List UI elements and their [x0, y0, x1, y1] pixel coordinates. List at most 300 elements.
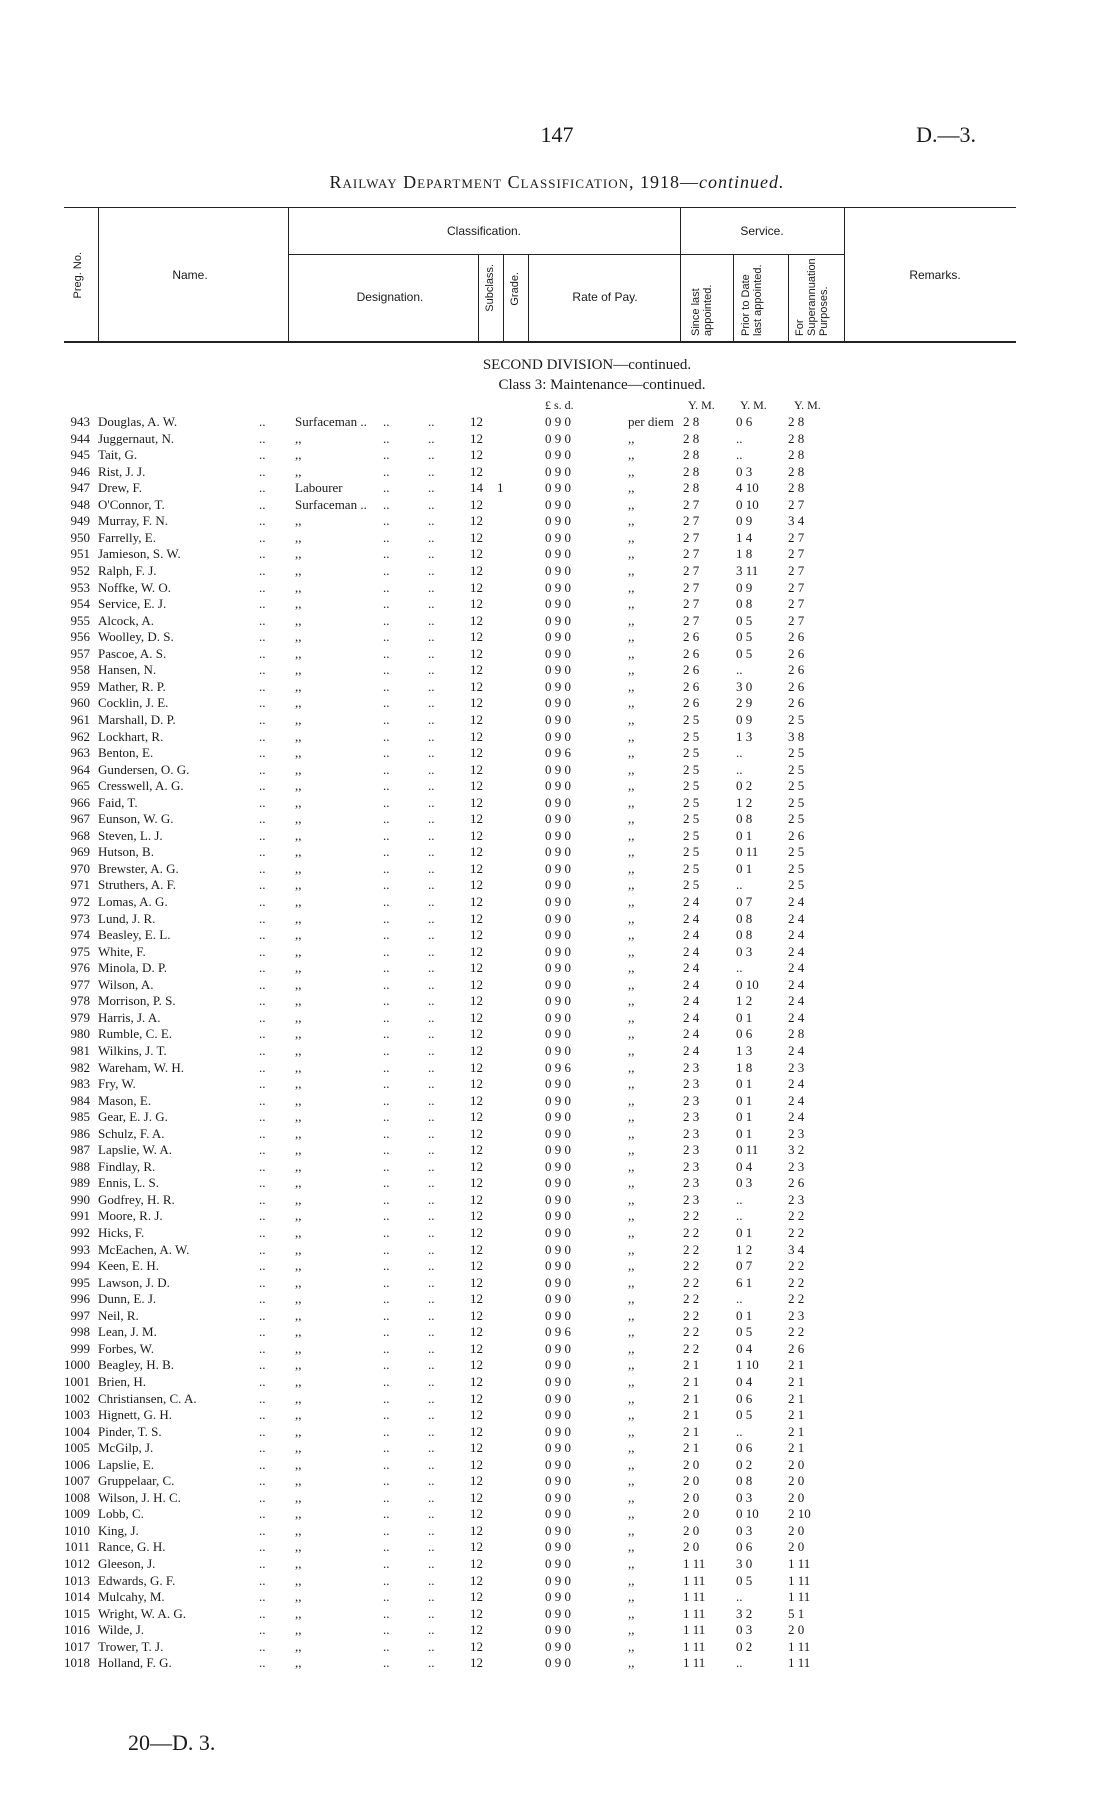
- pay-period: ,,: [628, 596, 635, 611]
- rate-of-pay: 0 9 0: [545, 794, 571, 810]
- leader-dots: ..: [259, 894, 266, 909]
- preg-no: 994: [70, 1258, 90, 1274]
- prior-to-date: 0 1: [736, 1125, 753, 1141]
- leader-dots: ..: [428, 844, 435, 860]
- superannuation-service: 2 1: [788, 1423, 805, 1439]
- table-row: [0, 530, 1114, 547]
- since-last-appointed: 2 8: [683, 463, 700, 479]
- employee-name: Wareham, W. H.: [98, 1059, 184, 1075]
- table-row: [0, 828, 1114, 845]
- rate-of-pay: 0 9 0: [545, 1572, 571, 1588]
- preg-no: 1003: [64, 1407, 90, 1422]
- table-row: [0, 1159, 1114, 1176]
- pay-period: ,,: [628, 1225, 635, 1240]
- since-last-appointed: 1 11: [683, 1605, 706, 1621]
- leader-dots: ..: [259, 1125, 266, 1141]
- designation: ,,: [295, 1291, 302, 1307]
- leader-dots: ..: [428, 778, 435, 794]
- leader-dots: ..: [428, 1125, 435, 1141]
- preg-no: 950: [70, 529, 90, 545]
- leader-dots: ..: [259, 1489, 266, 1505]
- leader-dots: ..: [428, 678, 435, 694]
- unit-since: Y. M.: [688, 398, 715, 412]
- rate-of-pay: 0 9 0: [545, 529, 571, 545]
- leader-dots: ..: [259, 1109, 266, 1125]
- rate-of-pay: 0 9 0: [545, 1373, 571, 1389]
- table-row: [0, 1622, 1114, 1639]
- rate-of-pay: 0 9 0: [545, 1092, 571, 1108]
- designation: ,,: [295, 1324, 302, 1340]
- pay-period: ,,: [628, 1407, 635, 1422]
- since-last-appointed: 2 5: [683, 711, 700, 727]
- subclass: 12: [470, 1605, 483, 1621]
- leader-dots: ..: [428, 546, 435, 562]
- leader-dots: ..: [428, 1407, 435, 1422]
- superannuation-service: 2 3: [788, 1191, 805, 1207]
- preg-no: 976: [70, 960, 90, 976]
- rate-of-pay: 0 9 6: [545, 1324, 571, 1340]
- document-code: D.—3.: [916, 122, 976, 147]
- leader-dots: ..: [383, 563, 390, 578]
- leader-dots: ..: [259, 645, 266, 661]
- rate-of-pay: 0 9 0: [545, 1340, 571, 1356]
- leader-dots: ..: [259, 430, 266, 446]
- pay-period: ,,: [628, 546, 635, 562]
- prior-to-date: 1 8: [736, 546, 753, 562]
- leader-dots: ..: [383, 1042, 390, 1058]
- pay-period: ,,: [628, 1589, 635, 1604]
- preg-no: 986: [70, 1125, 90, 1141]
- prior-to-date: 0 1: [736, 1225, 753, 1240]
- leader-dots: ..: [383, 695, 390, 711]
- since-last-appointed: 1 11: [683, 1556, 706, 1571]
- rate-of-pay: 0 9 0: [545, 1655, 571, 1671]
- designation: ,,: [295, 447, 302, 463]
- subclass: 12: [470, 1026, 483, 1042]
- employee-name: Minola, D. P.: [98, 960, 167, 976]
- superannuation-service: 2 4: [788, 894, 805, 909]
- employee-name: Dunn, E. J.: [98, 1291, 157, 1307]
- employee-name: Mather, R. P.: [98, 678, 166, 694]
- leader-dots: ..: [428, 662, 435, 678]
- employee-name: Hicks, F.: [98, 1225, 145, 1240]
- pay-period: ,,: [628, 976, 635, 992]
- leader-dots: ..: [383, 1605, 390, 1621]
- rate-of-pay: 0 9 0: [545, 811, 571, 827]
- since-last-appointed: 2 1: [683, 1423, 700, 1439]
- leader-dots: ..: [383, 976, 390, 992]
- header-divider: [478, 254, 479, 341]
- leader-dots: ..: [428, 1324, 435, 1340]
- prior-to-date: 0 8: [736, 927, 753, 943]
- superannuation-service: 1 11: [788, 1655, 811, 1671]
- leader-dots: ..: [259, 1390, 266, 1406]
- rate-of-pay: 0 9 0: [545, 1638, 571, 1654]
- designation: ,,: [295, 1506, 302, 1522]
- pay-period: ,,: [628, 1092, 635, 1108]
- subclass: 12: [470, 1539, 483, 1555]
- rate-of-pay: 0 9 0: [545, 563, 571, 578]
- leader-dots: ..: [428, 1357, 435, 1373]
- leader-dots: ..: [259, 480, 266, 496]
- superannuation-service: 2 6: [788, 1340, 805, 1356]
- leader-dots: ..: [428, 1191, 435, 1207]
- superannuation-service: 5 1: [788, 1605, 805, 1621]
- employee-name: Edwards, G. F.: [98, 1572, 176, 1588]
- header-since-last: Since last appointed.: [690, 284, 714, 336]
- subclass: 12: [470, 778, 483, 794]
- leader-dots: ..: [428, 728, 435, 744]
- pay-period: ,,: [628, 1191, 635, 1207]
- table-row: [0, 1407, 1114, 1424]
- employee-name: Harris, J. A.: [98, 1009, 161, 1025]
- prior-to-date: 0 9: [736, 711, 753, 727]
- since-last-appointed: 2 1: [683, 1407, 700, 1422]
- leader-dots: ..: [428, 1373, 435, 1389]
- superannuation-service: 2 5: [788, 778, 805, 794]
- pay-period: ,,: [628, 711, 635, 727]
- subclass: 12: [470, 1059, 483, 1075]
- leader-dots: ..: [259, 1009, 266, 1025]
- superannuation-service: 2 2: [788, 1274, 805, 1290]
- rate-of-pay: 0 9 0: [545, 943, 571, 959]
- subclass: 12: [470, 1125, 483, 1141]
- table-row: [0, 745, 1114, 762]
- table-row: [0, 695, 1114, 712]
- prior-to-date: ..: [736, 745, 743, 760]
- header-divider: [733, 254, 734, 341]
- pay-period: ,,: [628, 761, 635, 777]
- prior-to-date: 1 3: [736, 728, 753, 744]
- preg-no: 1008: [64, 1489, 90, 1505]
- subclass: 12: [470, 1340, 483, 1356]
- since-last-appointed: 2 6: [683, 662, 700, 678]
- table-row: [0, 1258, 1114, 1275]
- prior-to-date: 0 8: [736, 811, 753, 827]
- leader-dots: ..: [259, 1506, 266, 1522]
- leader-dots: ..: [259, 827, 266, 843]
- rate-of-pay: 0 9 0: [545, 844, 571, 860]
- since-last-appointed: 2 2: [683, 1324, 700, 1340]
- table-row: [0, 911, 1114, 928]
- since-last-appointed: 2 2: [683, 1307, 700, 1323]
- leader-dots: ..: [428, 1274, 435, 1290]
- employee-name: Gear, E. J. G.: [98, 1109, 168, 1125]
- since-last-appointed: 2 7: [683, 563, 700, 578]
- pay-period: ,,: [628, 1556, 635, 1571]
- table-row: [0, 596, 1114, 613]
- prior-to-date: 0 4: [736, 1373, 753, 1389]
- superannuation-service: 2 0: [788, 1489, 805, 1505]
- leader-dots: ..: [383, 1556, 390, 1571]
- subclass: 12: [470, 1473, 483, 1489]
- rate-of-pay: 0 9 0: [545, 1622, 571, 1638]
- subclass: 12: [470, 745, 483, 760]
- leader-dots: ..: [259, 794, 266, 810]
- pay-period: ,,: [628, 563, 635, 578]
- rate-of-pay: 0 9 0: [545, 629, 571, 645]
- subclass: 12: [470, 579, 483, 595]
- prior-to-date: 0 6: [736, 1026, 753, 1042]
- table-row: [0, 1291, 1114, 1308]
- leader-dots: ..: [428, 1158, 435, 1174]
- employee-name: Lobb, C.: [98, 1506, 144, 1522]
- pay-period: ,,: [628, 794, 635, 810]
- pay-period: ,,: [628, 496, 635, 512]
- rate-of-pay: 0 9 0: [545, 877, 571, 893]
- designation: ,,: [295, 943, 302, 959]
- employee-name: Schulz, F. A.: [98, 1125, 165, 1141]
- superannuation-service: 2 2: [788, 1208, 805, 1224]
- prior-to-date: 0 1: [736, 1076, 753, 1091]
- leader-dots: ..: [428, 761, 435, 777]
- prior-to-date: ..: [736, 430, 743, 446]
- leader-dots: ..: [428, 745, 435, 760]
- prior-to-date: 0 11: [736, 844, 759, 860]
- page-number: 147: [540, 122, 574, 147]
- employee-name: Findlay, R.: [98, 1158, 156, 1174]
- designation: ,,: [295, 1556, 302, 1571]
- table-row: [0, 712, 1114, 729]
- header-divider: [788, 254, 789, 341]
- superannuation-service: 2 4: [788, 960, 805, 976]
- subclass: 12: [470, 993, 483, 1009]
- employee-name: Wright, W. A. G.: [98, 1605, 186, 1621]
- unit-pay: £ s. d.: [545, 398, 574, 412]
- designation: ,,: [295, 1373, 302, 1389]
- preg-no: 1012: [64, 1556, 90, 1571]
- designation: ,,: [295, 844, 302, 860]
- prior-to-date: 0 5: [736, 629, 753, 645]
- leader-dots: ..: [383, 1440, 390, 1456]
- rate-of-pay: 0 9 0: [545, 1291, 571, 1307]
- since-last-appointed: 2 5: [683, 745, 700, 760]
- prior-to-date: 0 3: [736, 1175, 753, 1191]
- prior-to-date: 0 3: [736, 1522, 753, 1538]
- leader-dots: ..: [428, 927, 435, 943]
- rate-of-pay: 0 9 0: [545, 678, 571, 694]
- superannuation-service: 2 3: [788, 1158, 805, 1174]
- header-designation: Designation.: [356, 290, 424, 304]
- subclass: 12: [470, 1042, 483, 1058]
- leader-dots: ..: [428, 1556, 435, 1571]
- preg-no: 972: [70, 894, 90, 909]
- pay-period: ,,: [628, 910, 635, 926]
- designation: ,,: [295, 463, 302, 479]
- pay-period: ,,: [628, 529, 635, 545]
- table-row: [0, 729, 1114, 746]
- superannuation-service: 2 6: [788, 678, 805, 694]
- leader-dots: ..: [383, 1076, 390, 1091]
- since-last-appointed: 2 1: [683, 1357, 700, 1373]
- pay-period: ,,: [628, 629, 635, 645]
- leader-dots: ..: [383, 678, 390, 694]
- prior-to-date: ..: [736, 1191, 743, 1207]
- since-last-appointed: 2 4: [683, 910, 700, 926]
- rate-of-pay: 0 9 0: [545, 546, 571, 562]
- subclass: 12: [470, 1142, 483, 1158]
- since-last-appointed: 2 2: [683, 1225, 700, 1240]
- rate-of-pay: 0 9 0: [545, 1125, 571, 1141]
- since-last-appointed: 2 5: [683, 827, 700, 843]
- subclass: 12: [470, 1589, 483, 1604]
- prior-to-date: 0 5: [736, 645, 753, 661]
- leader-dots: ..: [383, 414, 390, 429]
- employee-name: Cresswell, A. G.: [98, 778, 184, 794]
- leader-dots: ..: [428, 1208, 435, 1224]
- pay-period: ,,: [628, 1125, 635, 1141]
- table-row: [0, 497, 1114, 514]
- header-divider: [528, 254, 529, 341]
- prior-to-date: 0 8: [736, 910, 753, 926]
- pay-period: ,,: [628, 612, 635, 628]
- designation: ,,: [295, 894, 302, 909]
- leader-dots: ..: [383, 662, 390, 678]
- designation: ,,: [295, 1605, 302, 1621]
- unit-super: Y. M.: [794, 398, 821, 412]
- rate-of-pay: 0 9 6: [545, 745, 571, 760]
- rate-of-pay: 0 9 0: [545, 927, 571, 943]
- leader-dots: ..: [383, 1506, 390, 1522]
- prior-to-date: ..: [736, 1423, 743, 1439]
- prior-to-date: 0 4: [736, 1340, 753, 1356]
- leader-dots: ..: [259, 778, 266, 794]
- subclass: 12: [470, 496, 483, 512]
- pay-period: ,,: [628, 1357, 635, 1373]
- subclass: 12: [470, 844, 483, 860]
- since-last-appointed: 2 3: [683, 1109, 700, 1125]
- leader-dots: ..: [259, 563, 266, 578]
- table-row: [0, 861, 1114, 878]
- rate-of-pay: 0 9 0: [545, 1423, 571, 1439]
- designation: ,,: [295, 546, 302, 562]
- rate-of-pay: 0 9 0: [545, 1522, 571, 1538]
- superannuation-service: 2 1: [788, 1357, 805, 1373]
- subclass: 12: [470, 794, 483, 810]
- leader-dots: ..: [259, 1158, 266, 1174]
- subclass: 12: [470, 894, 483, 909]
- since-last-appointed: 2 8: [683, 414, 700, 429]
- employee-name: Hutson, B.: [98, 844, 154, 860]
- leader-dots: ..: [428, 960, 435, 976]
- subclass: 12: [470, 860, 483, 876]
- title-main: Railway Department Classification, 1918—: [329, 172, 699, 192]
- header-name: Name.: [172, 268, 208, 282]
- leader-dots: ..: [259, 612, 266, 628]
- leader-dots: ..: [383, 960, 390, 976]
- subclass: 12: [470, 563, 483, 578]
- section-title: SECOND DIVISION—continued.: [482, 357, 692, 373]
- designation: ,,: [295, 1539, 302, 1555]
- table-row: [0, 977, 1114, 994]
- rate-of-pay: 0 9 0: [545, 1142, 571, 1158]
- leader-dots: ..: [383, 1357, 390, 1373]
- leader-dots: ..: [383, 596, 390, 611]
- leader-dots: ..: [383, 1191, 390, 1207]
- preg-no: 966: [70, 794, 90, 810]
- preg-no: 947: [70, 480, 90, 496]
- superannuation-service: 2 7: [788, 563, 805, 578]
- prior-to-date: 1 3: [736, 1042, 753, 1058]
- prior-to-date: ..: [736, 1291, 743, 1307]
- leader-dots: ..: [259, 662, 266, 678]
- table-row: [0, 580, 1114, 597]
- designation: ,,: [295, 1258, 302, 1274]
- employee-name: Lomas, A. G.: [98, 894, 168, 909]
- subclass: 12: [470, 695, 483, 711]
- table-row: [0, 1275, 1114, 1292]
- preg-no: 1004: [64, 1423, 90, 1439]
- subclass: 12: [470, 513, 483, 529]
- designation: ,,: [295, 563, 302, 578]
- since-last-appointed: 2 6: [683, 629, 700, 645]
- since-last-appointed: 2 3: [683, 1175, 700, 1191]
- employee-name: White, F.: [98, 943, 146, 959]
- since-last-appointed: 2 4: [683, 1042, 700, 1058]
- preg-no: 967: [70, 811, 90, 827]
- superannuation-service: 2 7: [788, 612, 805, 628]
- prior-to-date: 0 10: [736, 1506, 759, 1522]
- preg-no: 970: [70, 860, 90, 876]
- table-row: [0, 1374, 1114, 1391]
- preg-no: 975: [70, 943, 90, 959]
- preg-no: 1013: [64, 1572, 90, 1588]
- table-row: [0, 1208, 1114, 1225]
- rate-of-pay: 0 9 0: [545, 612, 571, 628]
- designation: ,,: [295, 1522, 302, 1538]
- superannuation-service: 1 11: [788, 1572, 811, 1588]
- leader-dots: ..: [259, 1589, 266, 1604]
- since-last-appointed: 2 3: [683, 1076, 700, 1091]
- leader-dots: ..: [428, 811, 435, 827]
- prior-to-date: ..: [736, 761, 743, 777]
- pay-period: ,,: [628, 894, 635, 909]
- prior-to-date: 1 10: [736, 1357, 759, 1373]
- header-preg-no: Preg. No.: [72, 252, 84, 299]
- pay-period: ,,: [628, 1076, 635, 1091]
- designation: ,,: [295, 695, 302, 711]
- header-subrule: [288, 254, 844, 255]
- leader-dots: ..: [383, 579, 390, 595]
- table-row: [0, 1175, 1114, 1192]
- leader-dots: ..: [259, 960, 266, 976]
- prior-to-date: 0 2: [736, 1638, 753, 1654]
- leader-dots: ..: [428, 827, 435, 843]
- superannuation-service: 2 6: [788, 695, 805, 711]
- prior-to-date: 0 2: [736, 1456, 753, 1472]
- designation: ,,: [295, 529, 302, 545]
- since-last-appointed: 2 5: [683, 761, 700, 777]
- employee-name: Brewster, A. G.: [98, 860, 179, 876]
- rate-of-pay: 0 9 0: [545, 1175, 571, 1191]
- designation: ,,: [295, 778, 302, 794]
- employee-name: Beagley, H. B.: [98, 1357, 175, 1373]
- preg-no: 946: [70, 463, 90, 479]
- preg-no: 997: [70, 1307, 90, 1323]
- table-row: [0, 1523, 1114, 1540]
- pay-period: ,,: [628, 811, 635, 827]
- leader-dots: ..: [428, 1258, 435, 1274]
- leader-dots: ..: [259, 496, 266, 512]
- employee-name: Brien, H.: [98, 1373, 147, 1389]
- pay-period: ,,: [628, 645, 635, 661]
- since-last-appointed: 2 3: [683, 1092, 700, 1108]
- rate-of-pay: 0 9 0: [545, 860, 571, 876]
- superannuation-service: 2 1: [788, 1407, 805, 1422]
- unit-prior: Y. M.: [740, 398, 767, 412]
- leader-dots: ..: [259, 811, 266, 827]
- subclass: 12: [470, 960, 483, 976]
